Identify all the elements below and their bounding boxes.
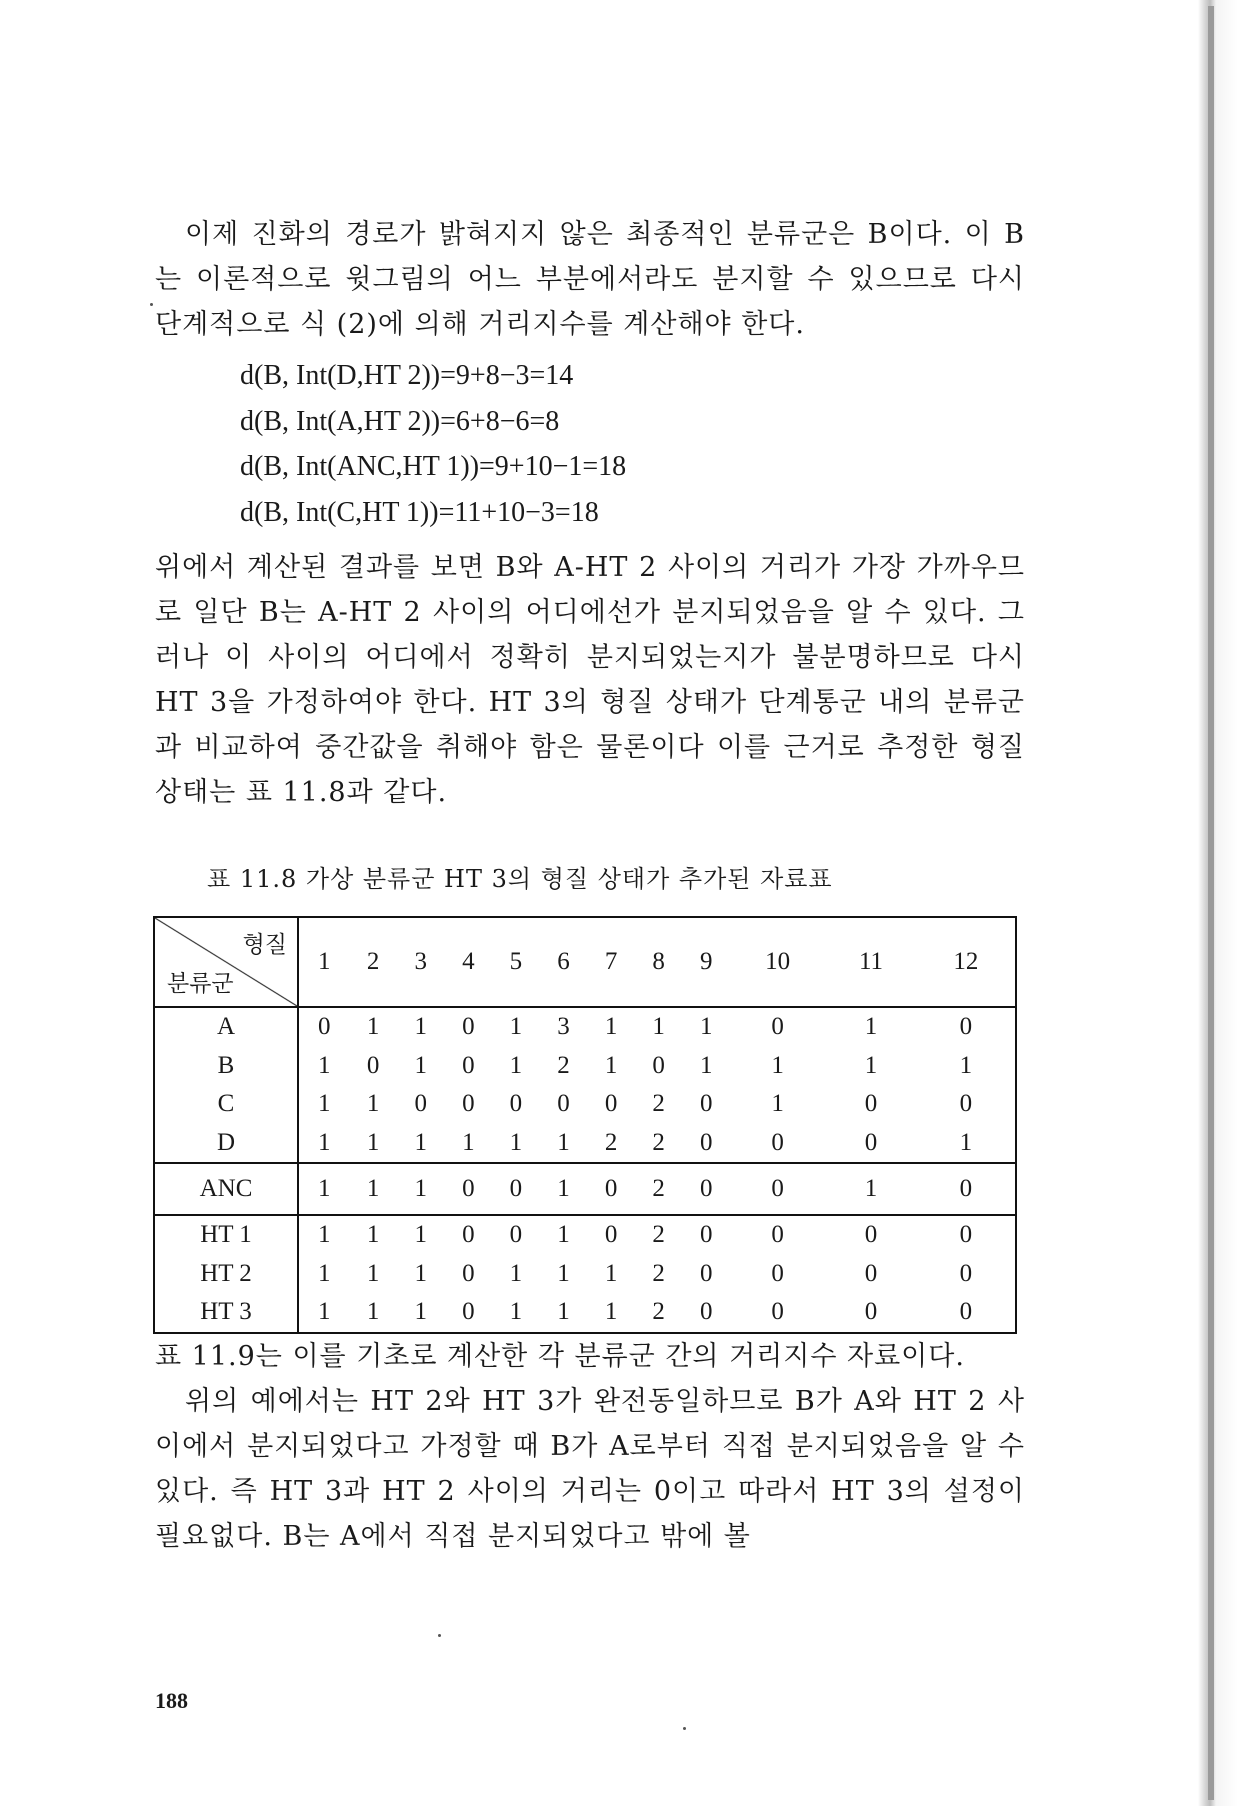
equation-block (240, 353, 1025, 535)
table-cell: 1 (414, 1013, 427, 1041)
table-cell: 1 (509, 1013, 523, 1041)
table-cell: 0 (462, 1090, 475, 1118)
table-cell: 2 (635, 1124, 683, 1164)
page-shadow (1208, 6, 1214, 1800)
page-content (155, 212, 1025, 1559)
table-cell: 2 (652, 1221, 665, 1249)
table-cell: 0 (462, 1051, 475, 1079)
table-cell: 0 (557, 1090, 570, 1118)
table-cell: 0 (864, 1221, 878, 1249)
paragraph-3: 표 11.9는 이를 기초로 계산한 각 분류군 간의 거리지수 자료이다. (155, 1340, 965, 1372)
table-cell: 1 (349, 1124, 397, 1164)
column-header: 3 (397, 917, 445, 1007)
table-cell: 0 (959, 1221, 973, 1249)
column-header: 4 (445, 917, 493, 1007)
table-cell: 2 (652, 1259, 665, 1287)
table-cell: 1 (298, 1124, 349, 1164)
row-label: C (154, 1085, 298, 1124)
equation-3: d(B, Int(ANC,HT 1))=9+10−1=18 (240, 451, 627, 482)
table-cell: 1 (366, 1013, 380, 1041)
table-cell: 0 (682, 1124, 730, 1164)
table-cell: 0 (604, 1221, 618, 1249)
equation-2: d(B, Int(A,HT 2))=6+8−6=8 (240, 405, 560, 437)
table-cell: 1 (604, 1259, 618, 1287)
table-cell: 1 (397, 1124, 445, 1164)
table-cell: 1 (540, 1163, 588, 1215)
table-cell: 0 (864, 1259, 878, 1287)
table-cell: 0 (652, 1051, 665, 1079)
table-cell: 1 (557, 1221, 570, 1249)
table-cell: 1 (959, 1051, 973, 1079)
table-row (154, 1007, 1016, 1047)
table-cell: 0 (604, 1090, 618, 1118)
scan-speck (683, 1727, 686, 1730)
scan-speck (438, 1634, 441, 1637)
row-label: HT 1 (154, 1215, 298, 1255)
table-cell: 0 (414, 1090, 427, 1118)
table-cell: 1 (604, 1013, 618, 1041)
scan-speck (150, 303, 153, 306)
table-cell: 1 (397, 1163, 445, 1215)
table-cell: 0 (771, 1013, 784, 1041)
column-header: 10 (730, 917, 825, 1007)
equation-4: d(B, Int(C,HT 1))=11+10−3=18 (240, 496, 599, 528)
table-row (154, 1215, 1016, 1255)
column-header: 1 (298, 917, 349, 1007)
table-caption: 표 11.8 가상 분류군 HT 3의 형질 상태가 추가된 자료표 (207, 865, 833, 893)
table-cell: 0 (959, 1090, 973, 1118)
table-cell: 0 (699, 1259, 713, 1287)
table-cell: 0 (959, 1259, 973, 1287)
column-header: 5 (492, 917, 540, 1007)
table-row (154, 1085, 1016, 1124)
table-cell: 1 (652, 1013, 665, 1041)
paragraph-2: 위에서 계산된 결과를 보면 B와 A-HT 2 사이의 거리가 가장 가까우므로 일단 B는 A-HT 2 사이의 어디에선가 분지되었음을 알 수 있다. 그러나 이 사이의 어디에서 정확히 분지되었는지가 불분명하므로 다시 HT 3을 가정하여야 한다. HT 3의 형질 상태가 단계통군 내의 분류군과 비교하여 중간값을 취해야 함은 물론이다 이를 근거로 추정한 형질 상태는 표 11.8과 같다. (155, 552, 1025, 808)
table-cell: 0 (917, 1163, 1016, 1215)
table-cell: 1 (509, 1259, 523, 1287)
table-cell: 1 (414, 1298, 427, 1326)
row-label: A (154, 1007, 298, 1047)
table-cell: 0 (864, 1090, 878, 1118)
table-cell: 0 (825, 1124, 917, 1164)
table-cell: 0 (445, 1163, 493, 1215)
row-label: ANC (154, 1163, 298, 1215)
table-cell: 0 (699, 1221, 713, 1249)
table-cell: 1 (509, 1298, 523, 1326)
table-cell: 1 (864, 1013, 878, 1041)
corner-label-characters: 형질 (242, 932, 287, 958)
equation-1: d(B, Int(D,HT 2))=9+8−3=14 (240, 360, 574, 391)
table-cell: 1 (445, 1124, 493, 1164)
table-cell: 1 (492, 1124, 540, 1164)
diagonal-header (155, 918, 297, 1006)
table-row (154, 1124, 1016, 1164)
table-cell: 0 (509, 1221, 523, 1249)
table-cell: 1 (771, 1090, 784, 1118)
table-cell: 1 (414, 1259, 427, 1287)
table-cell: 1 (699, 1051, 713, 1079)
column-header: 11 (825, 917, 917, 1007)
table-cell: 3 (557, 1013, 570, 1041)
table-cell: 0 (462, 1013, 475, 1041)
table-cell: 0 (771, 1259, 784, 1287)
table-cell: 1 (414, 1221, 427, 1249)
column-header: 12 (917, 917, 1016, 1007)
table-cell: 1 (366, 1259, 380, 1287)
table-cell: 0 (730, 1163, 825, 1215)
table-cell: 0 (462, 1298, 475, 1326)
table-cell: 0 (771, 1221, 784, 1249)
table-cell: 1 (366, 1090, 380, 1118)
table-cell: 1 (771, 1051, 784, 1079)
table-row (154, 1255, 1016, 1294)
page-edge (1198, 0, 1257, 1806)
table-cell: 0 (462, 1259, 475, 1287)
table-cell: 1 (317, 1090, 331, 1118)
table-cell: 1 (604, 1051, 618, 1079)
table-cell: 0 (771, 1298, 784, 1326)
table-cell: 0 (587, 1163, 635, 1215)
table-cell: 0 (366, 1051, 380, 1079)
row-label: HT 3 (154, 1293, 298, 1333)
table-cell: 1 (557, 1298, 570, 1326)
table-cell: 1 (317, 1259, 331, 1287)
table-cell: 0 (959, 1298, 973, 1326)
table-row (154, 1163, 1016, 1215)
table-cell: 0 (730, 1124, 825, 1164)
paragraph-4: 위의 예에서는 HT 2와 HT 3가 완전동일하므로 B가 A와 HT 2 사이에서 분지되었다고 가정할 때 B가 A로부터 직접 분지되었음을 알 수 있다. 즉 HT 3과 HT 2 사이의 거리는 0이고 따라서 HT 3의 설정이 필요없다. B는 A에서 직접 분지되었다고 밖에 볼 (155, 1385, 1025, 1552)
table-cell: 1 (557, 1259, 570, 1287)
table-cell: 1 (825, 1163, 917, 1215)
row-label: HT 2 (154, 1255, 298, 1294)
column-header: 9 (682, 917, 730, 1007)
table-cell: 1 (349, 1163, 397, 1215)
table-cell: 0 (959, 1013, 973, 1041)
table-cell: 2 (652, 1298, 665, 1326)
table-cell: 1 (317, 1221, 331, 1249)
column-header: 6 (540, 917, 588, 1007)
table-cell: 1 (317, 1298, 331, 1326)
table-cell: 2 (635, 1163, 683, 1215)
table-cell: 2 (652, 1090, 665, 1118)
table-row (154, 1293, 1016, 1333)
table-cell: 1 (540, 1124, 588, 1164)
paragraph-1: 이제 진화의 경로가 밝혀지지 않은 최종적인 분류군은 B이다. 이 B는 이론적으로 윗그림의 어느 부분에서라도 분지할 수 있으므로 다시 단계적으로 식 (2)에 의해 거리지수를 계산해야 한다. (155, 219, 1025, 340)
table-cell: 0 (699, 1090, 713, 1118)
table-cell: 1 (317, 1051, 331, 1079)
table-cell: 1 (864, 1051, 878, 1079)
table-cell: 0 (864, 1298, 878, 1326)
table-cell: 1 (509, 1051, 523, 1079)
table-cell: 1 (298, 1163, 349, 1215)
table-cell: 0 (509, 1090, 523, 1118)
table-cell: 2 (557, 1051, 570, 1079)
corner-label-taxa: 분류군 (167, 971, 234, 997)
table-body (154, 1007, 1016, 1333)
table-cell: 1 (917, 1124, 1016, 1164)
table-cell: 1 (699, 1013, 713, 1041)
table-cell: 1 (604, 1298, 618, 1326)
table-header-row (154, 917, 1016, 1007)
table-cell: 0 (462, 1221, 475, 1249)
column-header: 7 (587, 917, 635, 1007)
column-header: 8 (635, 917, 683, 1007)
page-number: 188 (155, 1688, 188, 1713)
column-header: 2 (349, 917, 397, 1007)
table-cell: 1 (414, 1051, 427, 1079)
table-cell: 1 (366, 1298, 380, 1326)
row-label: B (154, 1047, 298, 1086)
table-cell: 0 (317, 1013, 331, 1041)
character-state-table (153, 916, 1017, 1334)
table-corner-cell (154, 917, 298, 1007)
table-row (154, 1047, 1016, 1086)
table-cell: 0 (699, 1298, 713, 1326)
table-cell: 1 (366, 1221, 380, 1249)
table-cell: 0 (492, 1163, 540, 1215)
table-cell: 0 (682, 1163, 730, 1215)
row-label: D (154, 1124, 298, 1164)
table-cell: 2 (587, 1124, 635, 1164)
